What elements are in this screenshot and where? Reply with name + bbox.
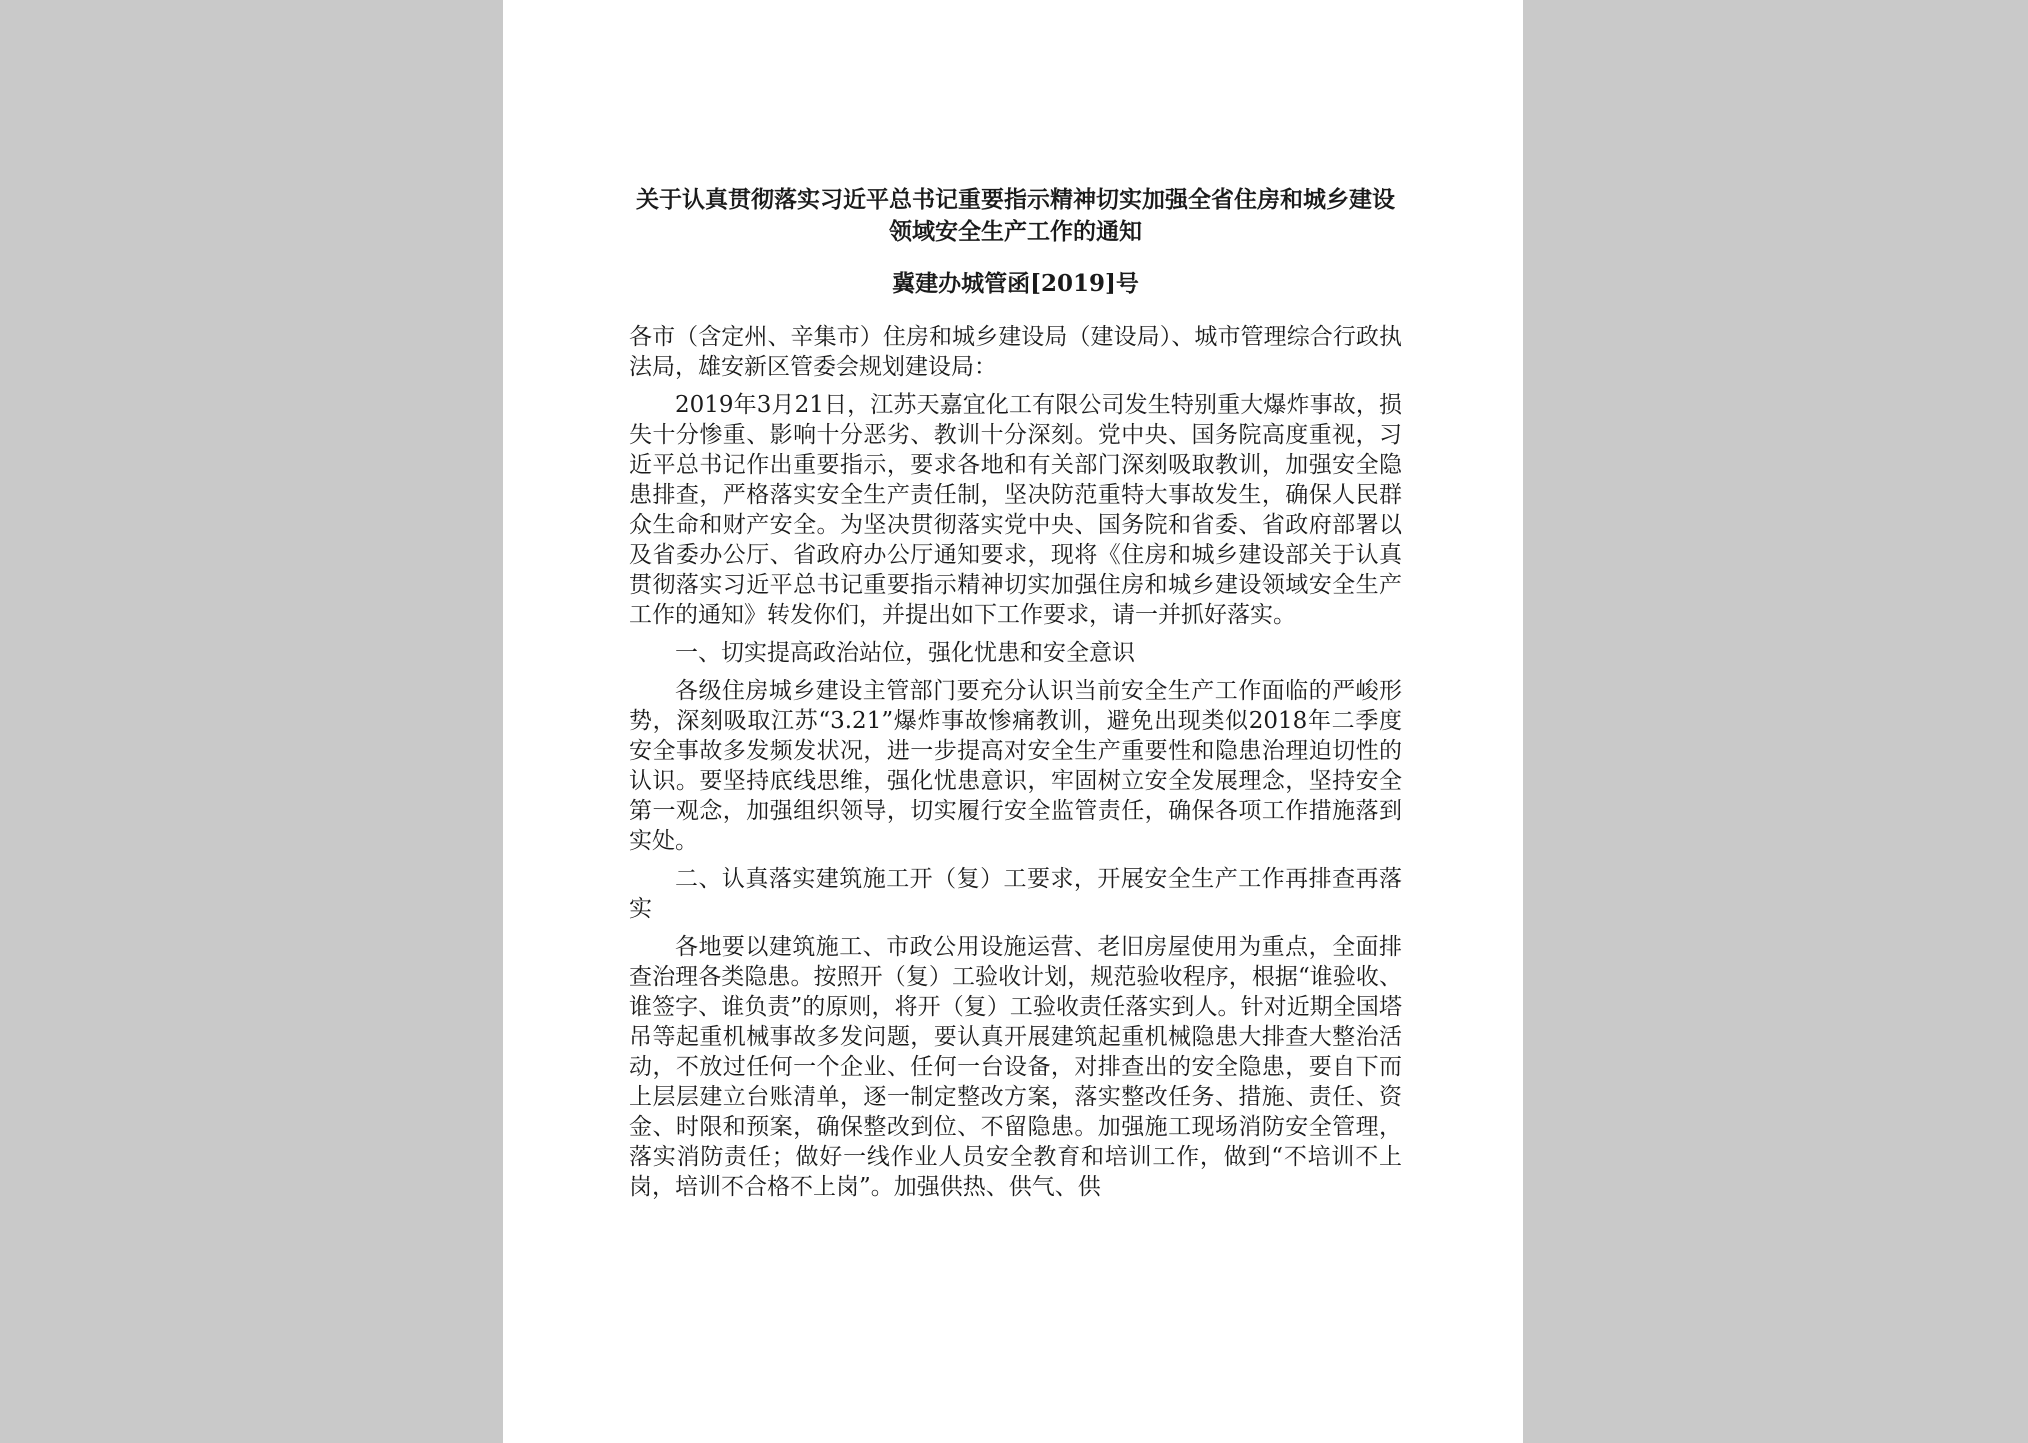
paragraph-section-2: 各地要以建筑施工、市政公用设施运营、老旧房屋使用为重点，全面排查治理各类隐患。按照开（复）工验收计划，规范验收程序，根据“谁验收、谁签字、谁负责”的原则，将开（复）工验收责任落实到人。针对近期全国塔吊等起重机械事故多发问题，要认真开展建筑起重机械隐患大排查大整治活动，不放过任何一个企业、任何一台设备，对排查出的安全隐患，要自下而上层层建立台账清单，逐一制定整改方案，落实整改任务、措施、责任、资金、时限和预案，确保整改到位、不留隐患。加强施工现场消防安全管理，落实消防责任；做好一线作业人员安全教育和培训工作，做到“不培训不上岗，培训不合格不上岗”。加强供热、供气、供 xyxy=(629,934,1402,1200)
addressee: 各市（含定州、辛集市）住房和城乡建设局（建设局）、城市管理综合行政执法局，雄安新区管委会规划建设局： xyxy=(629,324,1402,380)
document-title: 关于认真贯彻落实习近平总书记重要指示精神切实加强全省住房和城乡建设领域安全生产工作的通知 xyxy=(636,186,1395,245)
section-heading-1: 一、切实提高政治站位，强化忧患和安全意识 xyxy=(675,640,1135,666)
paragraph-section-1: 各级住房城乡建设主管部门要充分认识当前安全生产工作面临的严峻形势，深刻吸取江苏“3.21”爆炸事故惨痛教训，避免出现类似2018年二季度安全事故多发频发状况，进一步提高对安全生产重要性和隐患治理迫切性的认识。要坚持底线思维，强化忧患意识，牢固树立安全发展理念，坚持安全第一观念，加强组织领导，切实履行安全监管责任，确保各项工作措施落到实处。 xyxy=(629,678,1402,854)
section-heading-2: 二、认真落实建筑施工开（复）工要求，开展安全生产工作再排查再落实 xyxy=(629,866,1402,922)
document-page xyxy=(503,0,1523,1443)
page-content xyxy=(629,184,1402,1210)
document-number: 冀建办城管函[2019]号 xyxy=(892,270,1139,297)
paragraph-intro: 2019年3月21日，江苏天嘉宜化工有限公司发生特别重大爆炸事故，损失十分惨重、影响十分恶劣、教训十分深刻。党中央、国务院高度重视，习近平总书记作出重要指示，要求各地和有关部门深刻吸取教训，加强安全隐患排查，严格落实安全生产责任制，坚决防范重特大事故发生，确保人民群众生命和财产安全。为坚决贯彻落实党中央、国务院和省委、省政府部署以及省委办公厅、省政府办公厅通知要求，现将《住房和城乡建设部关于认真贯彻落实习近平总书记重要指示精神切实加强住房和城乡建设领域安全生产工作的通知》转发你们，并提出如下工作要求，请一并抓好落实。 xyxy=(629,392,1402,628)
